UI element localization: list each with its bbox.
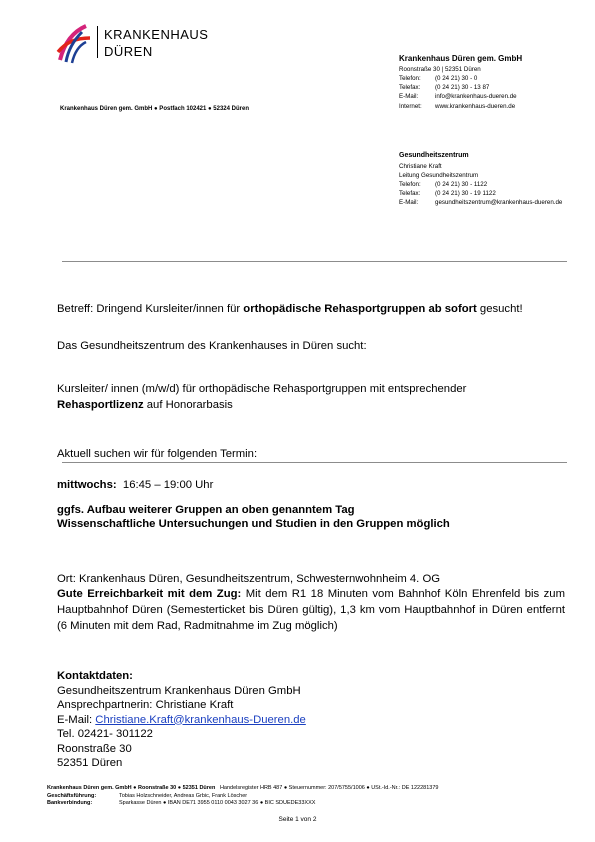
subject-line [57,303,523,315]
contact-label: E-Mail: [399,199,419,206]
hospital-contact-row [399,84,489,91]
contact-label: Telefon: [399,181,421,188]
contact-value[interactable]: info@krankenhaus-dueren.de [435,93,517,100]
train-heading: Gute Erreichbarkeit mit dem Zug: [57,588,242,600]
termin-time: 16:45 – 19:00 Uhr [122,479,214,491]
footer-bank [47,800,315,806]
subject-prefix: Betreff: Dringend Kursleiter/innen für [57,303,244,315]
hospital-contact-row [399,93,517,100]
subject-suffix: gesucht! [476,303,523,315]
contact-street: Roonstraße 30 [57,742,132,755]
page-number: Seite 1 von 2 [278,816,317,823]
contact-person: Ansprechpartnerin: Christiane Kraft [57,699,234,711]
contact-city: 52351 Düren [57,757,123,769]
termin-divider [62,462,567,463]
contact-value: (0 24 21) 30 - 0 [435,75,478,82]
footer-registry: Handelsregister HRB 487 ● Steuernummer: 207/5755/1006 ● USt.-Id.-Nr.: DE 122281379 [219,785,439,791]
footer-gf-value: Tobias Holzschneider, Andreas Grbic, Frank Löscher [119,793,248,799]
logo-text-line1: KRANKENHAUS [104,27,209,42]
contact-email-link[interactable]: Christiane.Kraft@krankenhaus-Dueren.de [95,713,306,726]
department-contact-row [399,199,562,206]
position-basis: auf Honorarbasis [143,399,233,411]
position-line2 [57,399,233,411]
department-contact-row [399,181,487,188]
contact-value: (0 24 21) 30 - 19 1122 [435,190,496,197]
footer-bank-label: Bankverbindung: [47,800,93,806]
subject-bold: orthopädische Rehasportgruppen ab sofort [243,303,477,315]
hospital-address: Roonstraße 30 | 52351 Düren [399,66,481,73]
contact-value: (0 24 21) 30 - 13 87 [435,84,490,91]
hospital-name: Krankenhaus Düren gem. GmbH [399,54,523,63]
contact-label: Telefon: [399,75,421,82]
termin-day: mittwochs: [57,479,117,491]
footer-gf-label: Geschäftsführung: [47,793,97,799]
department-name: Gesundheitszentrum [399,152,469,159]
department-role: Leitung Gesundheitszentrum [399,172,479,179]
location-train [57,586,565,634]
position-license: Rehasportlizenz [57,399,144,411]
contact-tel: Tel. 02421- 301122 [57,728,153,740]
contact-label: Telefax: [399,84,421,91]
department-contact-row [399,190,496,197]
footer-address: Krankenhaus Düren gem. GmbH ● Roonstraße 30 ● 52351 Düren [47,785,216,791]
extra-line: ggfs. Aufbau weiterer Gruppen an oben genanntem Tag [57,504,355,516]
extra-line: Wissenschaftliche Untersuchungen und Studien in den Gruppen möglich [57,518,450,530]
contact-value[interactable]: gesundheitszentrum@krankenhaus-dueren.de [435,199,563,206]
termin-line [57,479,213,491]
contact-label: Telefax: [399,190,421,197]
footer-management [47,793,247,799]
position-line1: Kursleiter/ innen (m/w/d) für orthopädische Rehasportgruppen mit entsprechender [57,383,467,395]
contact-label: Internet: [399,103,422,110]
termin-intro: Aktuell suchen wir für folgenden Termin: [57,448,258,460]
hospital-logo-icon [56,22,92,64]
footer-line1 [47,785,438,791]
contact-label: E-Mail: [399,93,419,100]
contact-email-label: E-Mail: [57,713,96,726]
department-person: Christiane Kraft [399,163,442,170]
contact-heading: Kontaktdaten: [57,670,133,682]
hospital-contact-row [399,103,515,110]
contact-value[interactable]: www.krankenhaus-dueren.de [435,103,516,110]
hospital-contact-row [399,75,477,82]
contact-org: Gesundheitszentrum Krankenhaus Düren GmbH [57,684,301,697]
contact-block [57,669,306,771]
logo-text-line2: DÜREN [104,44,153,59]
contact-value: (0 24 21) 30 - 1122 [435,181,488,188]
location-ort: Ort: Krankenhaus Düren, Gesundheitszentrum, Schwesternwohnheim 4. OG [57,573,441,585]
logo-divider [97,26,98,58]
contact-email-row [57,713,306,728]
train-text: Mit dem R1 18 Minuten vom Bahnhof Köln Ehrenfeld bis zum Hauptbahnhof Düren (Semesterticket bis Düren gültig), 1,3 km vom Hauptbahnhof in Düren entfernt (6 Minuten mit dem Rad, Radmitnahme im Zug möglich) [57,588,565,632]
intro-text: Das Gesundheitszentrum des Krankenhauses in Düren sucht: [57,340,367,352]
header-divider [62,261,567,262]
sender-line: Krankenhaus Düren gem. GmbH ● Postfach 102421 ● 52324 Düren [60,106,249,112]
footer-bank-value: Sparkasse Düren ● IBAN DE71 3955 0110 0043 3027 36 ● BIC SDUEDE33XXX [119,800,316,806]
